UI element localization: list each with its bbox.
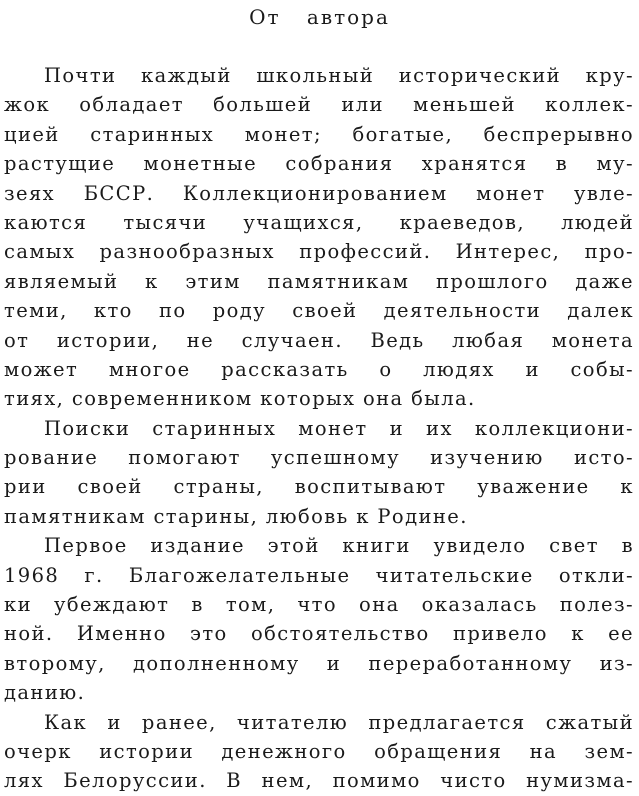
text-line: 1968 г. Благожелательные читательские откли- xyxy=(4,563,634,587)
text-line: ной. Именно это обстоятельство привело к ее xyxy=(4,622,634,646)
text-line: цией старинных монет; богатые, беспрерывно xyxy=(4,122,634,146)
text-line: самых разнообразных профессий. Интерес, про- xyxy=(4,240,634,264)
text-line: лях Белоруссии. В нем, помимо чисто нумизма- xyxy=(4,769,634,793)
page-heading: От автора xyxy=(249,5,390,29)
text-line: Первое издание этой книги увидело свет в xyxy=(44,534,634,558)
text-line: очерк истории денежного обращения на зем- xyxy=(4,739,634,763)
text-line: жок обладает большей или меньшей коллек- xyxy=(4,93,634,117)
text-line: ки убеждают в том, что она оказалась полез- xyxy=(4,593,634,617)
text-line: от истории, не случаен. Ведь любая монета xyxy=(4,328,634,352)
text-line: данию. xyxy=(4,681,86,705)
text-line: растущие монетные собрания хранятся в му- xyxy=(4,152,634,176)
text-line: рии своей страны, воспитывают уважение к xyxy=(4,475,634,499)
text-line: Поиски старинных монет и их коллекциони- xyxy=(44,416,634,440)
text-line: рование помогают успешному изучению исто- xyxy=(4,446,634,470)
text-line: Как и ранее, читателю предлагается сжатый xyxy=(44,710,634,734)
text-line: может многое рассказать о людях и собы- xyxy=(4,357,634,381)
text-line: являемый к этим памятникам прошлого даже xyxy=(4,269,634,293)
text-line: памятникам старины, любовь к Родине. xyxy=(4,504,468,528)
text-line: Почти каждый школьный исторический кру- xyxy=(44,64,634,87)
text-line: каются тысячи учащихся, краеведов, людей xyxy=(4,210,634,234)
body-text xyxy=(4,61,634,796)
text-line: второму, дополненному и переработанному из- xyxy=(4,651,634,675)
text-line: тиях, современником которых она была. xyxy=(4,387,476,411)
text-line: зеях БССР. Коллекционированием монет увле- xyxy=(4,181,634,205)
text-line: теми, кто по роду своей деятельности далек xyxy=(4,299,634,323)
